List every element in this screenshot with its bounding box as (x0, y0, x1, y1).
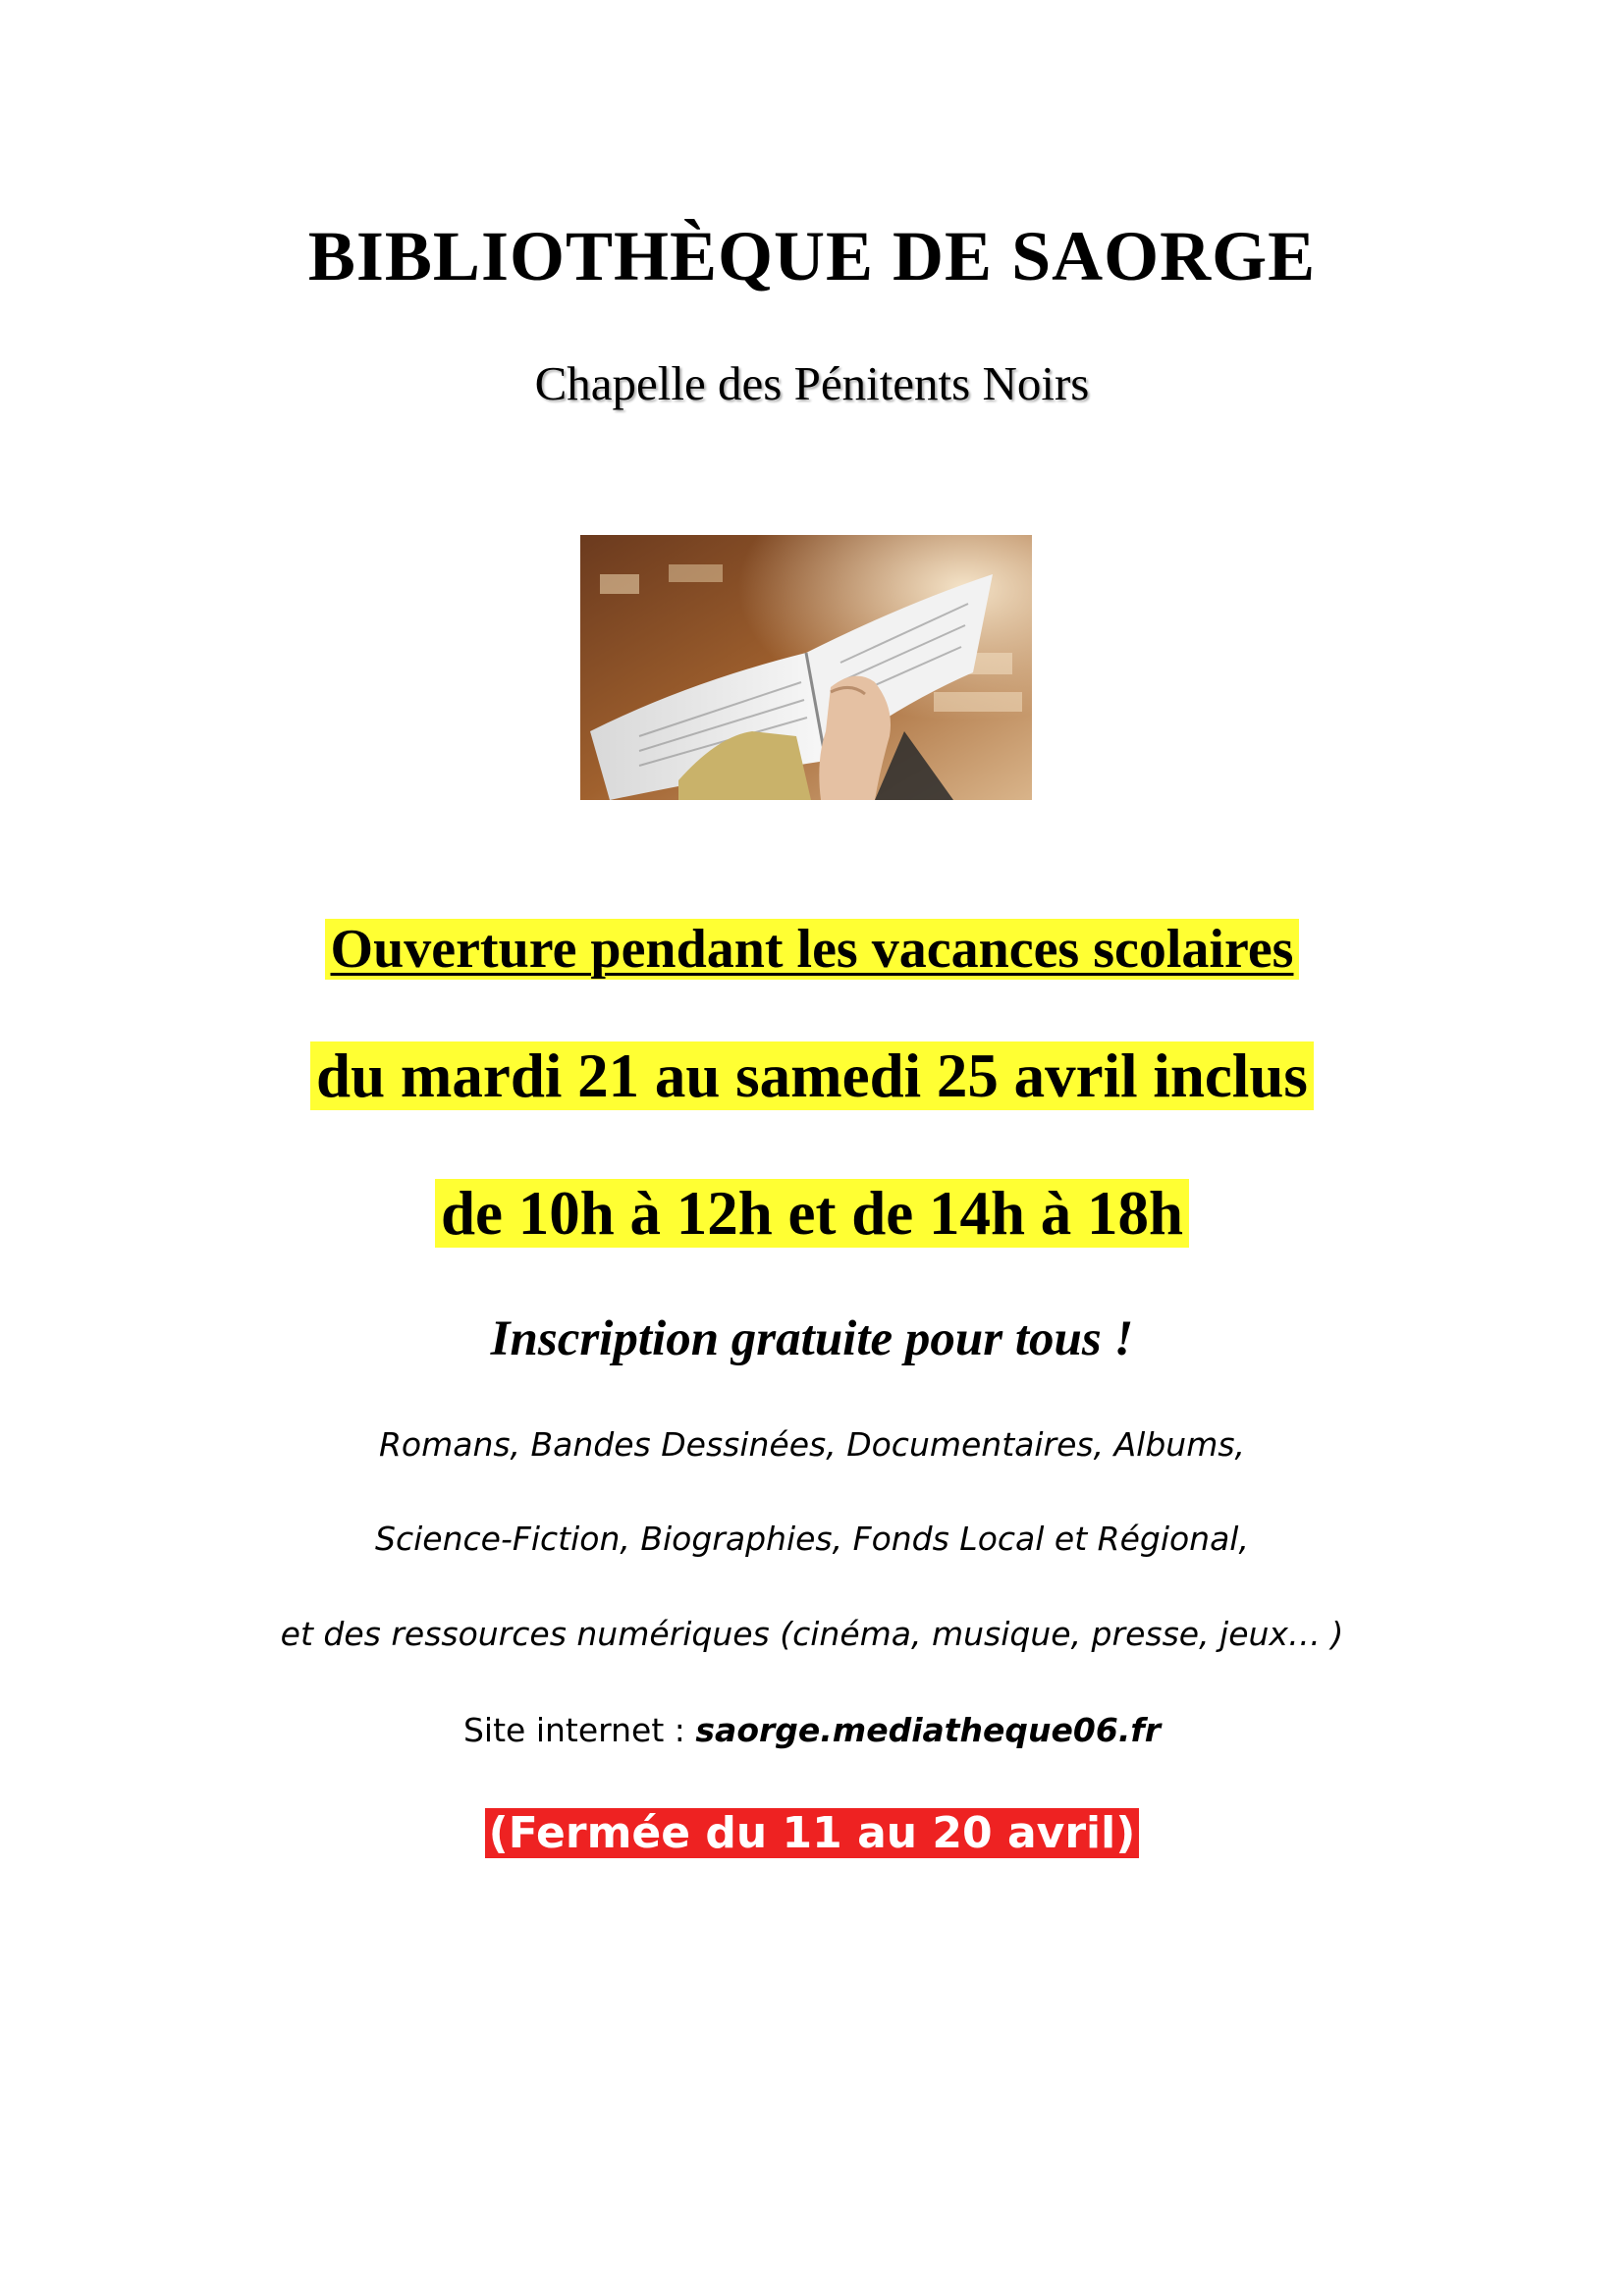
hours-text: de 10h à 12h et de 14h à 18h (435, 1179, 1189, 1248)
website-url[interactable]: saorge.mediatheque06.fr (695, 1711, 1162, 1749)
collections-line-2: Science-Fiction, Biographies, Fonds Local et Régional, (375, 1520, 1249, 1558)
opening-text: Ouverture pendant les vacances scolaires (325, 919, 1300, 980)
book-photo (580, 535, 1032, 800)
website-label: Site internet : (462, 1711, 696, 1749)
opening-heading (0, 918, 1624, 981)
page-title: BIBLIOTHÈQUE DE SAORGE (307, 217, 1317, 295)
dates-text: du mardi 21 au samedi 25 avril inclus (310, 1041, 1314, 1110)
collections-line-1: Romans, Bandes Dessinées, Documentaires, Albums, (378, 1425, 1246, 1464)
free-registration: Inscription gratuite pour tous ! (490, 1311, 1134, 1366)
opening-dates (0, 1041, 1624, 1112)
collections-line-3: et des ressources numériques (cinéma, musique, presse, jeux… ) (280, 1615, 1344, 1653)
opening-hours (0, 1178, 1624, 1250)
closure-notice (0, 1808, 1624, 1858)
venue-subtitle: Chapelle des Pénitents Noirs (534, 356, 1090, 410)
closure-text: (Fermée du 11 au 20 avril) (485, 1808, 1140, 1858)
website-line (0, 1711, 1624, 1749)
